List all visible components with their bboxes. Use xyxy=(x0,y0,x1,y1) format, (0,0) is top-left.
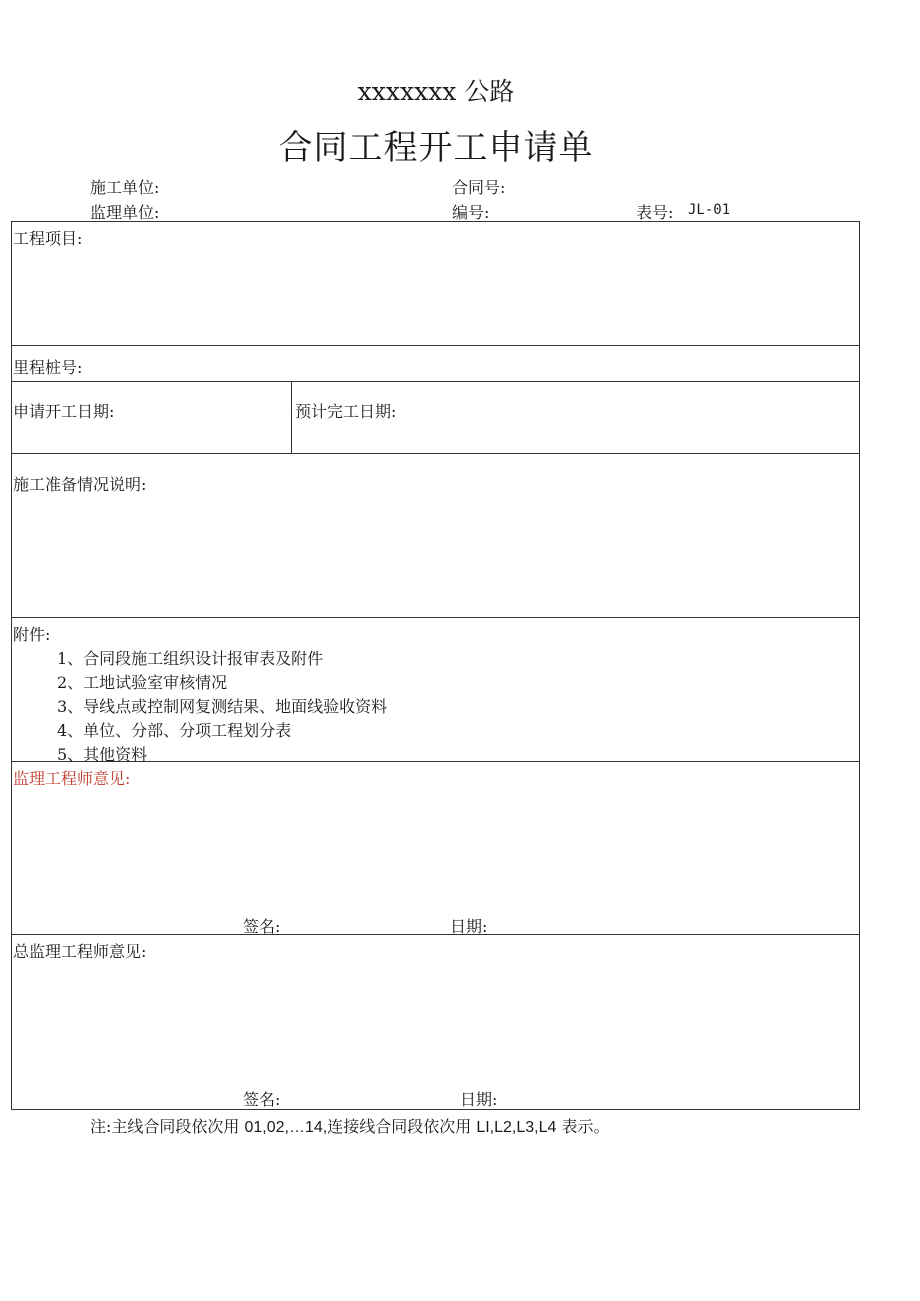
attachment-item: 3、导线点或控制网复测结果、地面线验收资料 xyxy=(57,697,388,716)
attachment-item: 1、合同段施工组织设计报审表及附件 xyxy=(57,649,324,668)
note-mid: 连接线合同段依次用 xyxy=(327,1117,477,1136)
project-label: 工程项目: xyxy=(13,229,83,248)
column-divider xyxy=(291,381,292,453)
engineer-date-label: 日期: xyxy=(450,917,488,936)
note-link-codes: LI,L2,L3,L4 xyxy=(476,1119,557,1136)
document-subtitle: xxxxxxx 公路 xyxy=(357,77,515,106)
start-date-label: 申请开工日期: xyxy=(13,402,115,421)
engineer-opinion-label: 监理工程师意见: xyxy=(13,769,131,788)
chainage-label: 里程桩号: xyxy=(13,358,83,377)
chief-date-label: 日期: xyxy=(460,1090,498,1109)
form-no-value: JL-01 xyxy=(688,202,731,218)
supervisor-label: 监理单位: xyxy=(90,203,160,222)
serial-label: 编号: xyxy=(452,203,490,222)
note-prefix: 注:主线合同段依次用 xyxy=(90,1117,245,1136)
preparation-label: 施工准备情况说明: xyxy=(13,475,147,494)
note-suffix: 表示。 xyxy=(556,1117,610,1136)
attachments-label: 附件: xyxy=(13,625,51,644)
row-divider xyxy=(11,617,860,618)
note-main-codes: 01,02,…14, xyxy=(244,1119,328,1136)
attachment-item: 5、其他资料 xyxy=(57,745,148,764)
row-divider xyxy=(11,381,860,382)
attachment-item: 2、工地试验室审核情况 xyxy=(57,673,228,692)
attachment-item: 4、单位、分部、分项工程划分表 xyxy=(57,721,292,740)
row-divider xyxy=(11,345,860,346)
chief-opinion-label: 总监理工程师意见: xyxy=(13,942,147,961)
form-no-label: 表号: xyxy=(636,203,674,222)
contract-no-label: 合同号: xyxy=(452,178,506,197)
engineer-sign-label: 签名: xyxy=(243,917,281,936)
row-divider xyxy=(11,934,860,935)
row-divider xyxy=(11,453,860,454)
document-title: 合同工程开工申请单 xyxy=(278,128,594,168)
chief-sign-label: 签名: xyxy=(243,1090,281,1109)
expected-finish-label: 预计完工日期: xyxy=(295,402,397,421)
contractor-label: 施工单位: xyxy=(90,178,160,197)
footer-note xyxy=(90,1114,609,1137)
